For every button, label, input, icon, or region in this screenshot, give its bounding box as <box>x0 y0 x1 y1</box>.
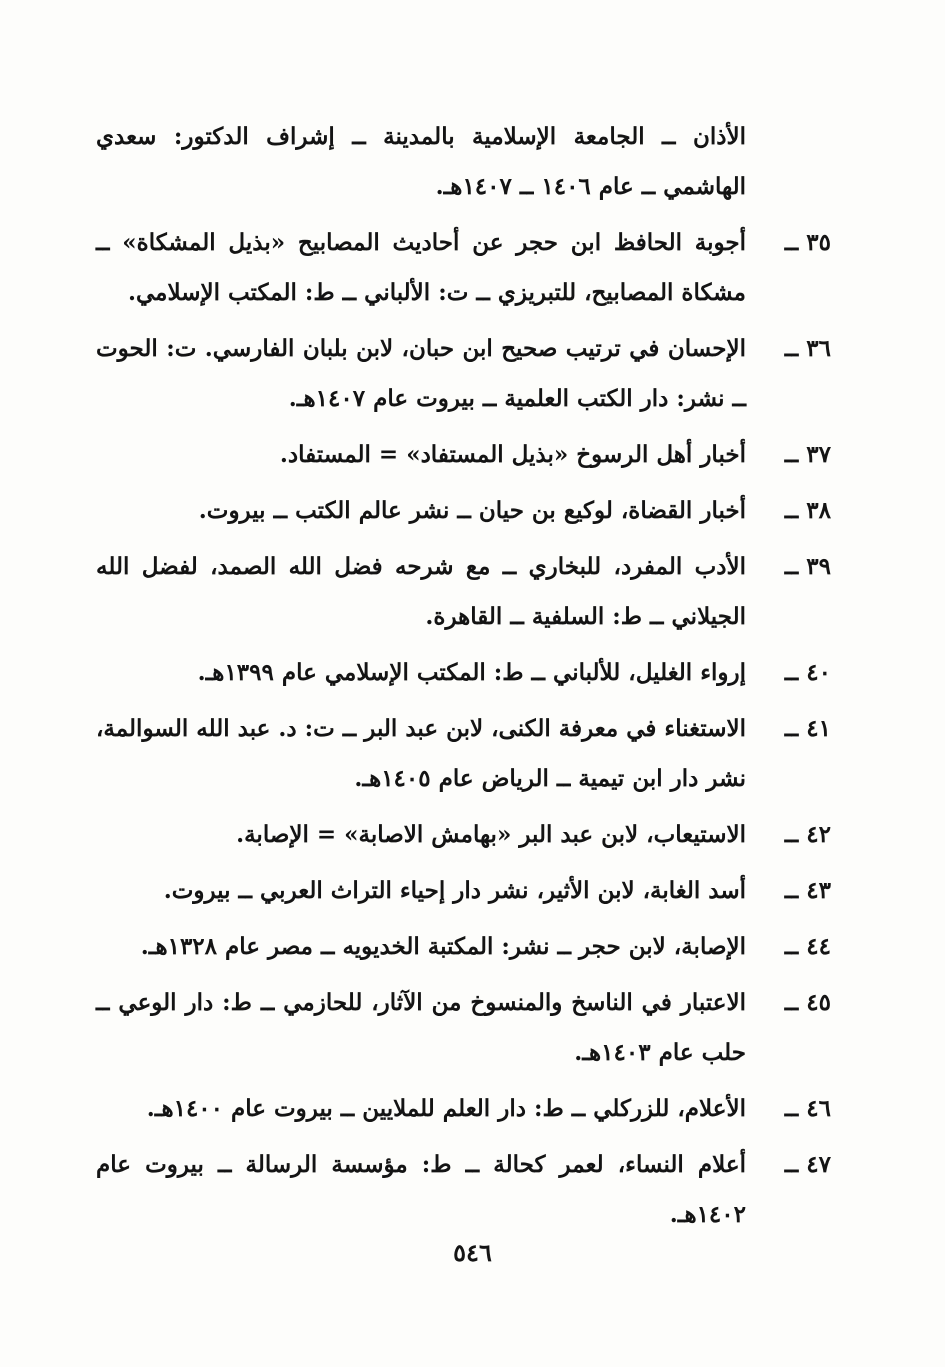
entry-text: أجوبة الحافظ ابن حجر عن أحاديث المصابيح «بذيل المشكاة» ــ مشكاة المصابيح، للتبريزي ــ ت: الألباني ــ ط: المكتب الإسلامي. <box>96 229 746 306</box>
bibliography-entry <box>96 324 831 424</box>
entry-text: الأدب المفرد، للبخاري ــ مع شرحه فضل الله الصمد، لفضل الله الجيلاني ــ ط: السلفية ــ القاهرة. <box>96 553 746 630</box>
bibliography-entry <box>96 1084 831 1134</box>
bibliography-entry <box>96 810 831 860</box>
entry-number: ٤٢ ــ <box>784 821 831 848</box>
entry-text: أسد الغابة، لابن الأثير، نشر دار إحياء التراث العربي ــ بيروت. <box>163 877 746 904</box>
entry-number: ٤٧ ــ <box>784 1151 831 1178</box>
entry-number: ٤٦ ــ <box>784 1095 831 1122</box>
entry-text: الأعلام، للزركلي ــ ط: دار العلم للملايين ــ بيروت عام ١٤٠٠هـ. <box>146 1095 746 1122</box>
page-number: ٥٤٦ <box>453 1238 492 1267</box>
continuation-entry <box>96 112 831 212</box>
entry-number: ٣٨ ــ <box>784 497 831 524</box>
entry-text: إرواء الغليل، للألباني ــ ط: المكتب الإسلامي عام ١٣٩٩هـ. <box>197 659 746 686</box>
entry-text: الأذان ــ الجامعة الإسلامية بالمدينة ــ إشراف الدكتور: سعدي الهاشمي ــ عام ١٤٠٦ ــ ١٤٠٧هـ. <box>96 123 746 200</box>
bibliography-list <box>96 112 831 1246</box>
entry-text: الاعتبار في الناسخ والمنسوخ من الآثار، للحازمي ــ ط: دار الوعي ــ حلب عام ١٤٠٣هـ. <box>96 989 746 1066</box>
entry-number: ٣٧ ــ <box>784 441 831 468</box>
entry-text: أخبار القضاة، لوكيع بن حيان ــ نشر عالم الكتب ــ بيروت. <box>198 497 746 524</box>
entry-number: ٣٩ ــ <box>784 553 831 580</box>
entry-number: ٣٥ ــ <box>784 229 831 256</box>
bibliography-entry <box>96 648 831 698</box>
bibliography-entry <box>96 542 831 642</box>
bibliography-entry <box>96 1140 831 1240</box>
entry-text: الإحسان في ترتيب صحيح ابن حبان، لابن بلبان الفارسي. ت: الحوت ــ نشر: دار الكتب العلمية ــ بيروت عام ١٤٠٧هـ. <box>96 335 746 412</box>
entry-text: الاستيعاب، لابن عبد البر «بهامش الاصابة» = الإصابة. <box>236 821 746 848</box>
bibliography-entry <box>96 218 831 318</box>
bibliography-entry <box>96 430 831 480</box>
entry-text: أعلام النساء، لعمر كحالة ــ ط: مؤسسة الرسالة ــ بيروت عام ١٤٠٢هـ. <box>96 1151 746 1228</box>
entry-number: ٤٥ ــ <box>784 989 831 1016</box>
bibliography-entry <box>96 486 831 536</box>
entry-text: الإصابة، لابن حجر ــ نشر: المكتبة الخديويه ــ مصر عام ١٣٢٨هـ. <box>140 933 746 960</box>
entry-number: ٣٦ ــ <box>784 335 831 362</box>
bibliography-entry <box>96 922 831 972</box>
entries-container <box>96 218 831 1240</box>
entry-text: أخبار أهل الرسوخ «بذيل المستفاد» = المستفاد. <box>279 441 746 468</box>
entry-number: ٤٣ ــ <box>784 877 831 904</box>
entry-number: ٤٠ ــ <box>784 659 831 686</box>
entry-number: ٤١ ــ <box>784 715 831 742</box>
bibliography-entry <box>96 978 831 1078</box>
bibliography-entry <box>96 866 831 916</box>
entry-number: ٤٤ ــ <box>784 933 831 960</box>
bibliography-entry <box>96 704 831 804</box>
entry-text: الاستغناء في معرفة الكنى، لابن عبد البر ــ ت: د. عبد الله السوالمة، نشر دار ابن تيمية ــ الرياض عام ١٤٠٥هـ. <box>96 715 746 792</box>
